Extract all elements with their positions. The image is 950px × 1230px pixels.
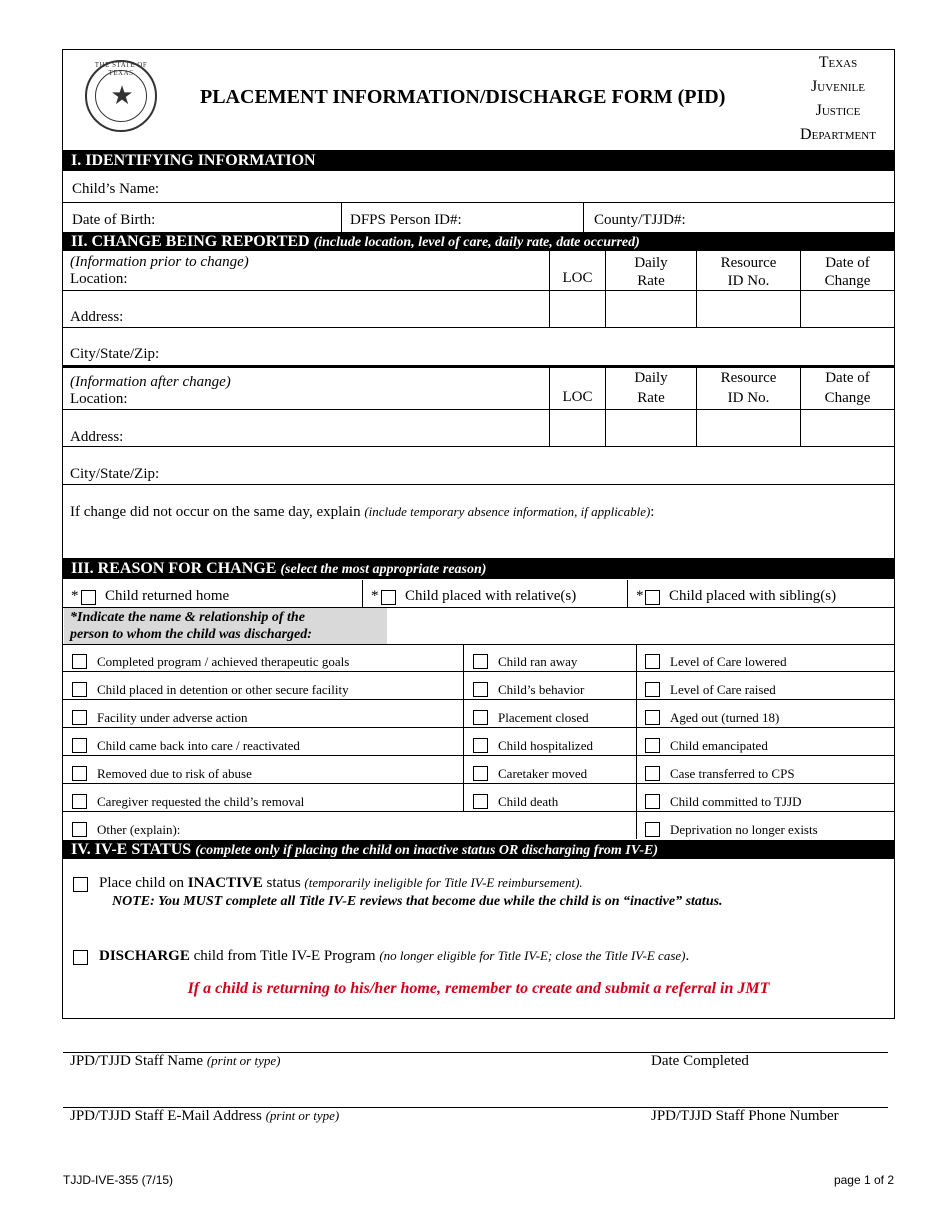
prior-resource-header-2: ID No. — [727, 273, 770, 289]
staff-phone-label: JPD/TJJD Staff Phone Number — [651, 1108, 839, 1124]
reason-col1-label: Completed program / achieved therapeutic goals — [97, 654, 350, 669]
reason-col3-label: Deprivation no longer exists — [670, 822, 818, 837]
prior-city-label: City/State/Zip: — [70, 346, 160, 362]
reason-col3-label: Child emancipated — [670, 738, 768, 753]
reason-col1-checkbox[interactable] — [72, 710, 87, 725]
section-1-title: I. IDENTIFYING INFORMATION — [71, 152, 316, 169]
reason-col3-checkbox[interactable] — [645, 710, 660, 725]
after-address-label: Address: — [70, 429, 124, 445]
reason-col3-label: Aged out (turned 18) — [670, 710, 780, 725]
staff-email-field[interactable] — [63, 1077, 643, 1106]
reason-col3-checkbox[interactable] — [645, 682, 660, 697]
discharged-to-field[interactable] — [390, 609, 890, 642]
dob-label: Date of Birth: — [72, 212, 156, 228]
reason-col2-label: Caretaker moved — [498, 766, 588, 781]
staff-phone-field[interactable] — [648, 1077, 888, 1106]
section-3-note: (select the most appropriate reason) — [280, 562, 487, 577]
reason-col2-checkbox[interactable] — [473, 682, 488, 697]
reason-col2-checkbox[interactable] — [473, 794, 488, 809]
reason-col1-label: Removed due to risk of abuse — [97, 766, 252, 781]
after-rate-header-2: Rate — [637, 390, 665, 406]
asterisk-3: * — [636, 588, 644, 604]
prior-location-label: Location: — [70, 271, 128, 287]
after-note: (Information after change) — [70, 374, 231, 390]
checkbox-child-returned-home[interactable] — [81, 590, 96, 605]
inactive-warning: NOTE: You MUST complete all Title IV-E reviews that become due while the child is on “inactive” status. — [112, 894, 723, 909]
checkbox-placed-with-sibling[interactable] — [645, 590, 660, 605]
section-2-title: II. CHANGE BEING REPORTED — [71, 233, 310, 250]
prior-date-header-2: Change — [824, 273, 871, 289]
agency-line-1: Texas — [818, 54, 858, 71]
reason-col2-label: Placement closed — [498, 710, 589, 725]
dfps-id-field[interactable] — [470, 205, 580, 231]
prior-note: (Information prior to change) — [70, 254, 249, 270]
prior-resource-header-1: Resource — [720, 255, 777, 271]
county-field[interactable] — [692, 205, 890, 231]
after-resource-header-2: ID No. — [727, 390, 770, 406]
agency-line-3: Justice — [815, 102, 861, 119]
after-loc-header: LOC — [562, 389, 593, 405]
reason-col1-label: Child came back into care / reactivated — [97, 738, 300, 753]
section-2-header — [63, 232, 894, 251]
agency-line-4: Department — [800, 126, 876, 143]
after-date-header-1: Date of — [825, 370, 870, 386]
prior-rate-header-1: Daily — [634, 255, 668, 271]
reason-col2-label: Child ran away — [498, 654, 578, 669]
section-4-note: (complete only if placing the child on inactive status OR discharging from IV-E) — [195, 843, 658, 858]
reason-col3-label: Case transferred to CPS — [670, 766, 795, 781]
form-id: TJJD-IVE-355 (7/15) — [63, 1173, 174, 1187]
explain-label: If change did not occur on the same day, explain (include temporary absence information, if applicable): — [70, 504, 655, 520]
reason-col3-checkbox[interactable] — [645, 766, 660, 781]
reason-col3-label: Level of Care raised — [670, 682, 776, 697]
reason-col2-label: Child death — [498, 794, 559, 809]
jmt-reminder: If a child is returning to his/her home, remember to create and submit a referral in JMT — [187, 980, 770, 997]
form-title: PLACEMENT INFORMATION/DISCHARGE FORM (PID) — [200, 86, 726, 108]
prior-loc-header: LOC — [562, 270, 593, 286]
county-label: County/TJJD#: — [594, 212, 686, 228]
section-2-note: (include location, level of care, daily rate, date occurred) — [313, 235, 640, 250]
reason-col1-label: Caregiver requested the child’s removal — [97, 794, 305, 809]
reason-col2-checkbox[interactable] — [473, 710, 488, 725]
option-child-returned-home: Child returned home — [105, 588, 230, 604]
date-completed-field[interactable] — [648, 1022, 888, 1051]
staff-name-field[interactable] — [63, 1022, 643, 1051]
section-1-header — [63, 150, 894, 171]
asterisk-2: * — [371, 588, 379, 604]
reason-col2-label: Child’s behavior — [498, 682, 585, 697]
after-resource-header-1: Resource — [720, 370, 777, 386]
page-number: page 1 of 2 — [833, 1173, 894, 1187]
reason-col3-checkbox[interactable] — [645, 794, 660, 809]
option-placed-with-relative: Child placed with relative(s) — [405, 588, 577, 604]
prior-rate-header-2: Rate — [637, 273, 665, 289]
reason-col1-checkbox[interactable] — [72, 766, 87, 781]
inactive-label: Place child on INACTIVE status (temporarily ineligible for Title IV-E reimbursement). — [99, 875, 583, 891]
option-placed-with-sibling: Child placed with sibling(s) — [669, 588, 837, 604]
reason-col3-checkbox[interactable] — [645, 654, 660, 669]
prior-address-label: Address: — [70, 309, 124, 325]
reason-col1-checkbox[interactable] — [72, 794, 87, 809]
reason-col1-checkbox[interactable] — [72, 738, 87, 753]
explain-field[interactable] — [66, 522, 891, 556]
reason-col2-checkbox[interactable] — [473, 738, 488, 753]
section-4-header — [63, 840, 894, 859]
date-completed-label: Date Completed — [651, 1053, 749, 1069]
dob-field[interactable] — [165, 205, 340, 231]
childs-name-label: Child’s Name: — [72, 181, 160, 197]
checkbox-inactive[interactable] — [73, 877, 88, 892]
section-4-title: IV. IV-E STATUS — [71, 841, 192, 858]
childs-name-field[interactable] — [170, 175, 890, 201]
staff-email-label: JPD/TJJD Staff E-Mail Address (print or type) — [70, 1108, 340, 1124]
reason-col2-checkbox[interactable] — [473, 654, 488, 669]
reason-col1-label: Facility under adverse action — [97, 710, 248, 725]
after-location-label: Location: — [70, 391, 128, 407]
asterisk-1: * — [71, 588, 79, 604]
indicate-box: *Indicate the name & relationship of the person to whom the child was discharged: — [64, 608, 387, 644]
discharge-label: DISCHARGE child from Title IV-E Program (no longer eligible for Title IV-E; close the Title IV-E case). — [99, 948, 690, 964]
reason-col3-label: Level of Care lowered — [670, 654, 787, 669]
staff-name-label: JPD/TJJD Staff Name (print or type) — [70, 1053, 281, 1069]
reason-col1-checkbox[interactable] — [72, 654, 87, 669]
after-rate-header-1: Daily — [634, 370, 668, 386]
reason-col1-checkbox[interactable] — [72, 682, 87, 697]
dfps-id-label: DFPS Person ID#: — [350, 212, 462, 228]
reason-col3-checkbox[interactable] — [645, 822, 660, 837]
reason-col2-label: Child hospitalized — [498, 738, 593, 753]
reason-col1-checkbox[interactable] — [72, 822, 87, 837]
prior-location-field[interactable] — [140, 292, 545, 326]
section-3-header — [63, 558, 894, 579]
after-city-label: City/State/Zip: — [70, 466, 160, 482]
prior-date-header-1: Date of — [825, 255, 870, 271]
checkbox-placed-with-relative[interactable] — [381, 590, 396, 605]
reason-col3-checkbox[interactable] — [645, 738, 660, 753]
checkbox-discharge[interactable] — [73, 950, 88, 965]
after-date-header-2: Change — [824, 390, 871, 406]
reason-col1-label: Child placed in detention or other secure facility — [97, 682, 349, 697]
reason-col3-label: Child committed to TJJD — [670, 794, 802, 809]
texas-seal-icon: THE STATE OF TEXAS ★ — [85, 60, 157, 132]
reason-col1-label: Other (explain): — [97, 822, 181, 837]
section-3-title: III. REASON FOR CHANGE — [71, 560, 277, 577]
reason-col2-checkbox[interactable] — [473, 766, 488, 781]
agency-line-2: Juvenile — [811, 78, 865, 95]
seal-text: THE STATE OF TEXAS — [94, 61, 148, 77]
